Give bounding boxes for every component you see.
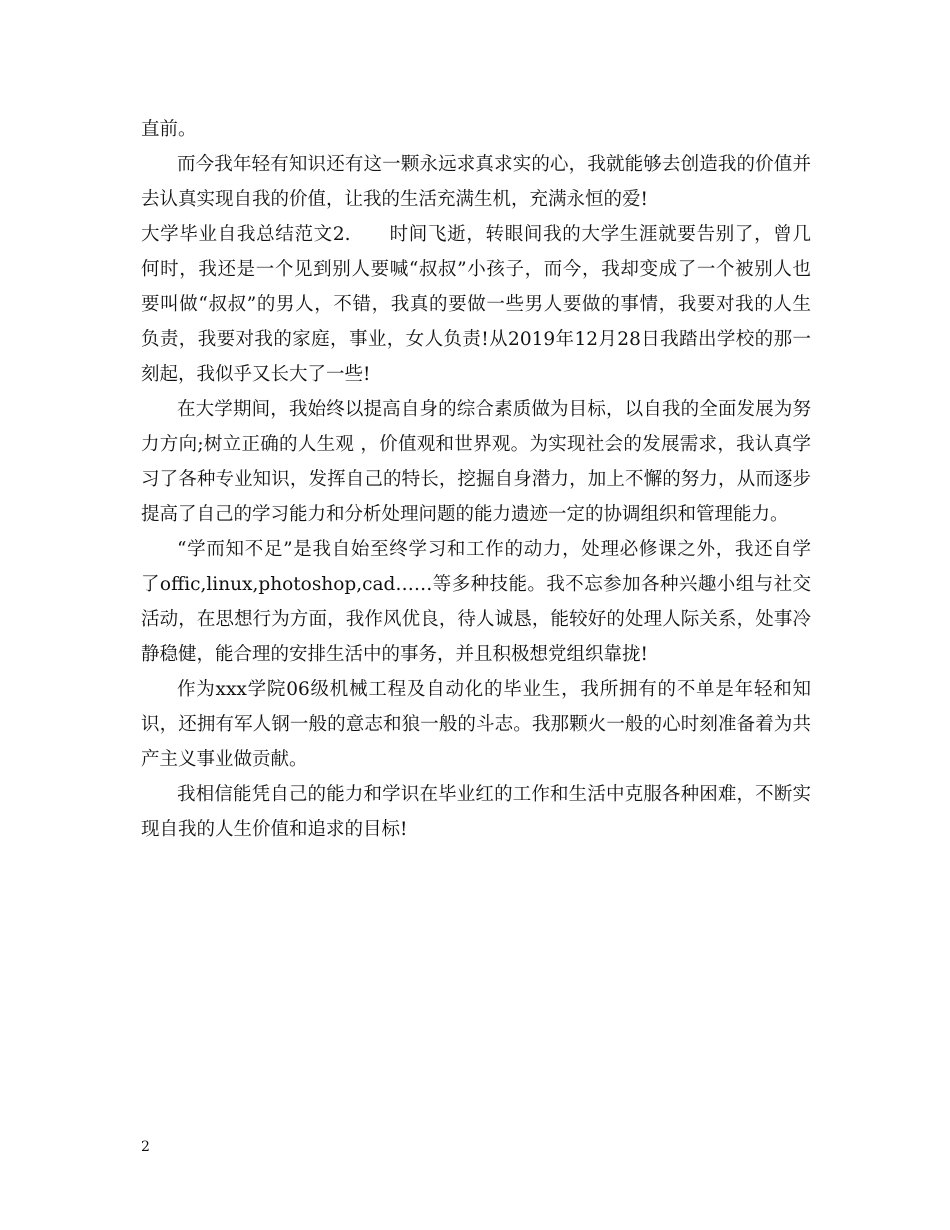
text-line: 活动，在思想行为方面，我作风优良，待人诚恳，能较好的处理人际关系，处事冷 <box>141 609 811 630</box>
text-line: 何时，我还是一个见到别人要喊“叔叔”小孩子，而今，我却变成了一个被别人也 <box>141 259 811 280</box>
text-line: 静稳健，能合理的安排生活中的事务，并且积极想党组织靠拢! <box>141 644 648 665</box>
text-line: 要叫做“叔叔”的男人，不错，我真的要做一些男人要做的事情，我要对我的人生 <box>141 294 811 315</box>
text-line: 大学毕业自我总结范文2. 时间飞逝，转眼间我的大学生涯就要告别了，曾几 <box>141 224 811 245</box>
text-line: 刻起，我似乎又长大了一些! <box>141 364 371 385</box>
text-line: 产主义事业做贡献。 <box>141 749 308 770</box>
text-line: 识，还拥有军人钢一般的意志和狼一般的斗志。我那颗火一般的心时刻准备着为共 <box>141 714 811 735</box>
text-line: 力方向;树立正确的人生观 ，价值观和世界观。为实现社会的发展需求，我认真学 <box>141 434 811 455</box>
text-line: 我相信能凭自己的能力和学识在毕业红的工作和生活中克服各种困难，不断实 <box>177 784 811 805</box>
text-line: 在大学期间，我始终以提高自身的综合素质做为目标，以自我的全面发展为努 <box>177 399 811 420</box>
text-line: 直前。 <box>141 119 197 140</box>
text-line: 提高了自己的学习能力和分析处理问题的能力遗迹一定的协调组织和管理能力。 <box>141 504 789 525</box>
text-line: 去认真实现自我的价值，让我的生活充满生机，充满永恒的爱! <box>141 189 648 210</box>
text-line: 负责，我要对我的家庭，事业，女人负责!从2019年12月28日我踏出学校的那一 <box>141 329 811 350</box>
text-line: 习了各种专业知识，发挥自己的特长，挖掘自身潜力，加上不懈的努力，从而逐步 <box>141 469 811 490</box>
text-line: 了offic,linux,photoshop,cad……等多种技能。我不忘参加各种兴趣小组与社交 <box>141 574 811 595</box>
text-line: 而今我年轻有知识还有这一颗永远求真求实的心，我就能够去创造我的价值并 <box>177 154 811 175</box>
text-line: 作为xxx学院06级机械工程及自动化的毕业生，我所拥有的不单是年轻和知 <box>177 679 811 700</box>
text-line: 现自我的人生价值和追求的目标! <box>141 819 408 840</box>
text-line: “学而知不足”是我自始至终学习和工作的动力，处理必修课之外，我还自学 <box>177 539 811 560</box>
page-number: 2 <box>141 1139 150 1155</box>
